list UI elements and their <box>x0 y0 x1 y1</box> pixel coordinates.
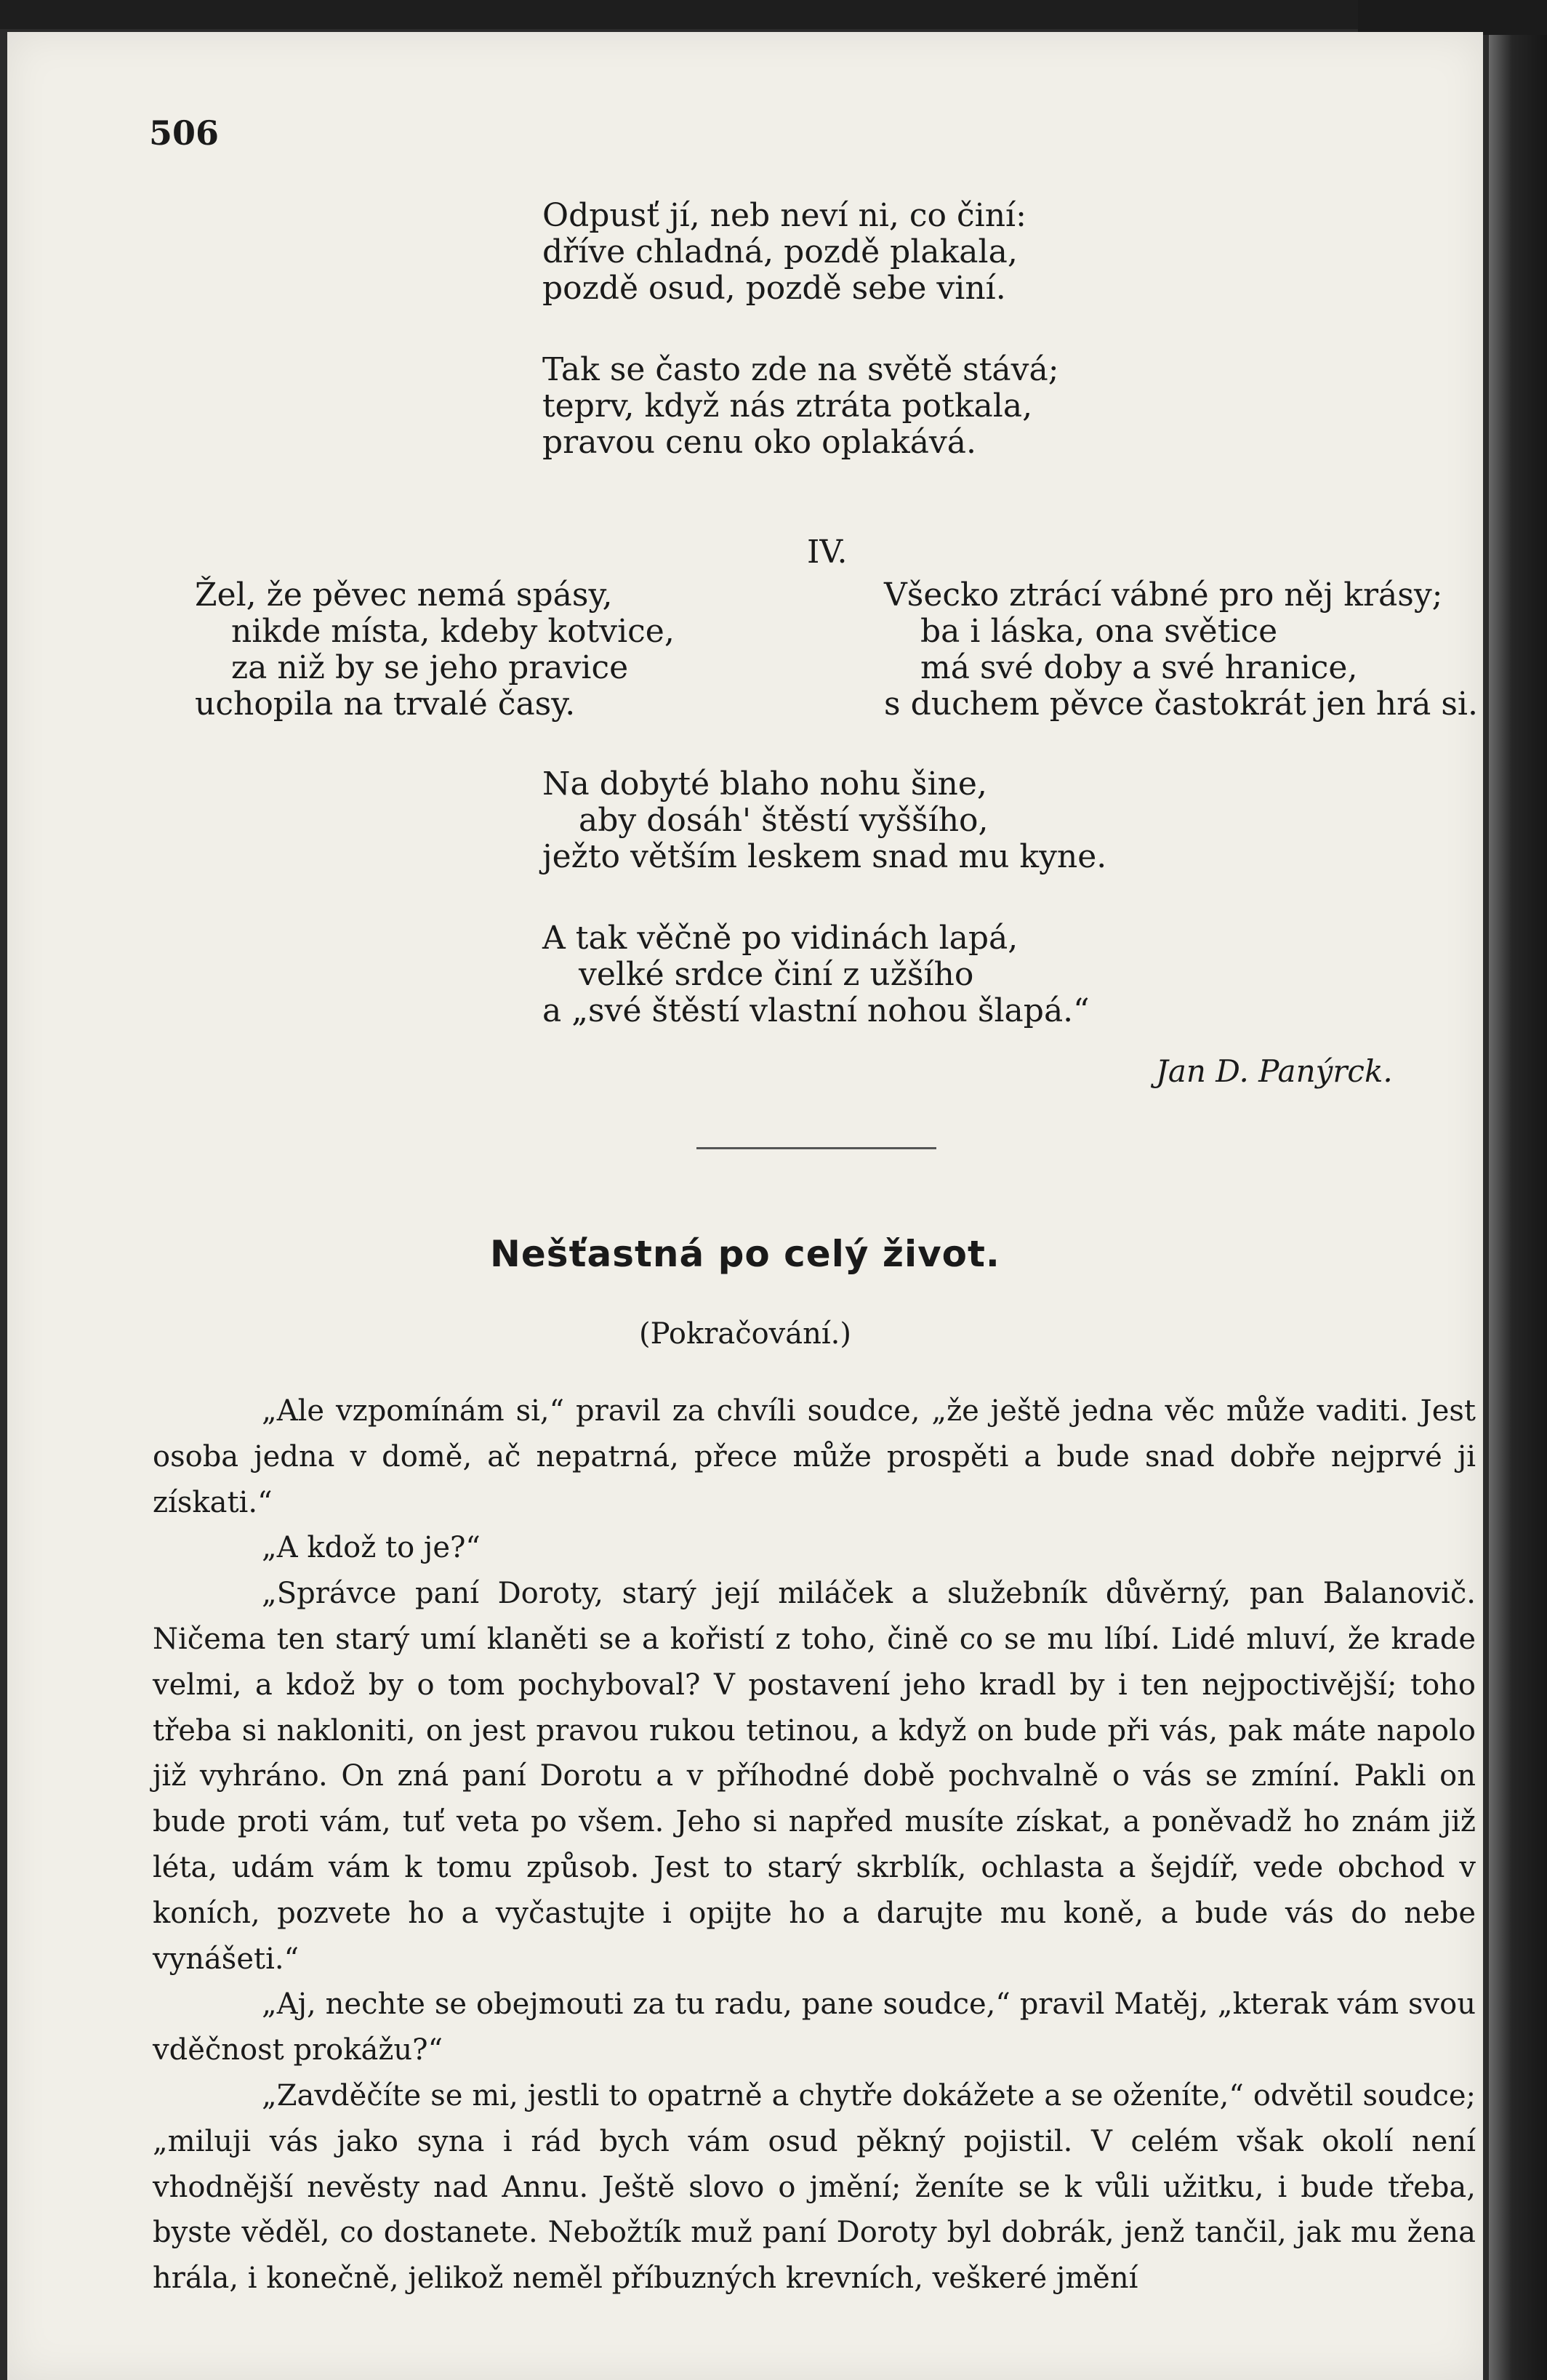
poem-line: s duchem pěvce častokrát jen hrá si. <box>884 686 1478 723</box>
story-text <box>153 1388 1476 2301</box>
paragraph: „A kdož to je?“ <box>262 1531 481 1565</box>
poem-line: Odpusť jí, neb neví ni, co činí: <box>542 197 1026 234</box>
poem-line: dříve chladná, pozdě plakala, <box>542 233 1018 270</box>
poem-line: teprv, když nás ztráta potkala, <box>542 387 1033 425</box>
book-page <box>7 32 1483 2380</box>
poem-stanza-2 <box>542 352 1059 461</box>
poem-stanza-4 <box>542 920 1090 1029</box>
poem-line: A tak věčně po vidinách lapá, <box>542 920 1018 957</box>
paragraph: „Správce paní Doroty, starý její miláček a služebník důvěrný, pan Balanovič. Ničema ten starý umí klaněti se a kořistí z toho, čině co se mu líbí. Lidé mluví, že krade velmi, a kdož by o tom pochyboval? V postavení jeho kradl by i ten nejpoctivější; toho třeba si nakloniti, on jest pravou rukou tetinou, a když on bude při vás, pak máte napolo již vyhráno. On zná paní Dorotu a v příhodné době pochvalně o vás se zmíní. Pakli on bude proti vám, tuť veta po všem. Jeho si napřed musíte získat, a poněvadž ho znám již léta, udám vám k tomu způsob. Jest to starý skrblík, ochlasta a šejdíř, vede obchod v koních, pozvete ho a vyčastujte i opijte ho a darujte mu koně, a bude vás do nebe vynášeti.“ <box>153 1577 1476 1976</box>
section-divider <box>696 1147 936 1149</box>
poem-line: pravou cenu oko oplakává. <box>542 424 977 461</box>
poem-stanza-left <box>195 577 675 723</box>
paragraph: „Zavděčíte se mi, jestli to opatrně a chytře dokážete a se oženíte,“ odvětil soudce; „miluji vás jako syna i rád bych vám osud pěkný pojistil. V celém však okolí není vhodnější nevěsty nad Annu. Ještě slovo o jmění; ženíte se k vůli užitku, i bude třeba, byste věděl, co dostanete. Nebožtík muž paní Doroty byl dobrák, jenž tančil, jak mu žena hrála, i konečně, jelikož neměl příbuzných krevních, veškeré jmění <box>153 2078 1476 2296</box>
poem-line: nikde místa, kdeby kotvice, <box>231 613 675 650</box>
poem-line: Tak se často zde na světě stává; <box>542 351 1059 388</box>
poem-stanza-3 <box>542 766 1106 875</box>
poem-line: Na dobyté blaho nohu šine, <box>542 765 987 803</box>
poem-line: velké srdce činí z užšího <box>579 956 974 993</box>
poem-line: za niž by se jeho pravice <box>231 649 629 686</box>
paragraph: „Aj, nechte se obejmouti za tu radu, pane soudce,“ pravil Matěj, „kterak vám svou vděčnost prokážu?“ <box>153 1987 1476 2067</box>
poem-line: pozdě osud, pozdě sebe viní. <box>542 270 1006 307</box>
poem-line: ba i láska, ona světice <box>920 613 1278 650</box>
poem-line: Všecko ztrácí vábné pro něj krásy; <box>884 576 1443 614</box>
scan-corner-shadow <box>1358 0 1547 35</box>
poem-line: ježto větším leskem snad mu kyne. <box>542 838 1107 875</box>
poem-line: aby dosáh' štěstí vyššího, <box>579 802 989 839</box>
scan-border-top <box>0 0 1547 29</box>
scan-border-right <box>1489 0 1547 2380</box>
poem-line: uchopila na trvalé časy. <box>195 686 576 723</box>
poem-line: má své doby a své hranice, <box>920 649 1358 686</box>
poem-stanza-right <box>884 577 1478 723</box>
section-numeral: IV. <box>807 534 848 571</box>
page-number: 506 <box>149 113 220 153</box>
story-title: Nešťastná po celý život. <box>490 1233 1000 1275</box>
poem-signature: Jan D. Panýrck. <box>1156 1053 1393 1089</box>
story-subtitle: (Pokračování.) <box>639 1317 851 1351</box>
poem-line: Žel, že pěvec nemá spásy, <box>195 576 613 614</box>
poem-stanza-1 <box>542 198 1026 307</box>
poem-line: a „své štěstí vlastní nohou šlapá.“ <box>542 992 1090 1029</box>
paragraph: „Ale vzpomínám si,“ pravil za chvíli soudce, „že ještě jedna věc může vaditi. Jest osoba jedna v domě, ač nepatrná, přece může prospěti a bude snad dobře nejprvé ji získati.“ <box>153 1394 1476 1519</box>
